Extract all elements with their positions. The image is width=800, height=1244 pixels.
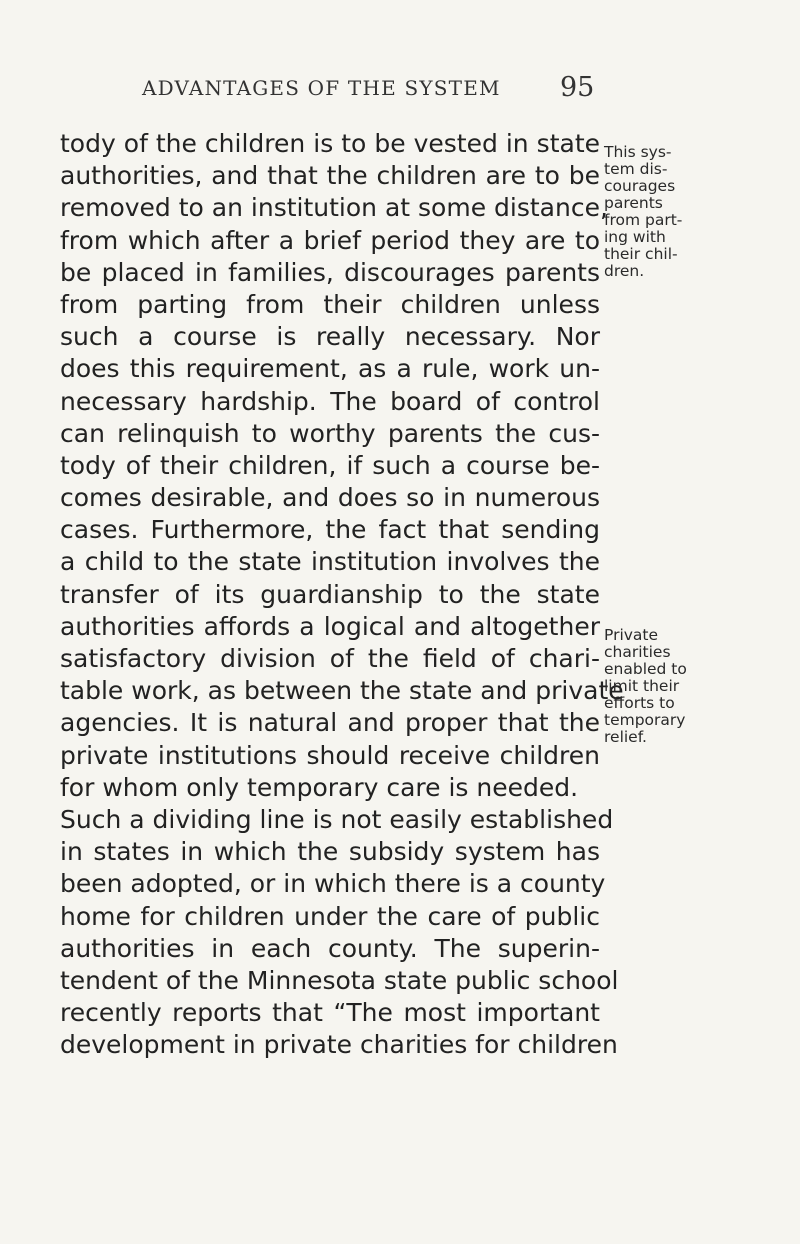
margin-note-line: Private — [604, 626, 659, 644]
body-line: agencies. It is natural and proper that the — [60, 708, 600, 738]
body-line: satisfactory division of the field of chari- — [60, 644, 600, 673]
body-line: for whom only temporary care is needed. — [60, 772, 579, 802]
body-line: private institutions should receive children — [60, 740, 600, 770]
margin-note-line: relief. — [604, 728, 647, 746]
margin-note-parents — [604, 144, 719, 280]
margin-note-line: enabled to — [604, 660, 687, 678]
margin-note-line: temporary — [604, 711, 686, 729]
body-line: removed to an institution at some distance, — [60, 193, 608, 223]
body-line: from which after a brief period they are to — [60, 225, 600, 255]
body-line: tody of their children, if such a course be- — [60, 450, 600, 480]
margin-note-line: from part- — [604, 211, 683, 229]
margin-note-line: limit their — [604, 677, 680, 695]
body-line: be placed in families, discourages parents — [60, 257, 600, 287]
body-line: comes desirable, and does so in numerous — [60, 483, 600, 513]
margin-note-line: charities — [604, 643, 671, 661]
body-line: authorities, and that the children are to be — [60, 161, 600, 191]
margin-note-line: parents — [604, 194, 663, 212]
body-text — [60, 128, 624, 1061]
margin-note-line: their chil- — [604, 245, 678, 263]
margin-note-line: This sys- — [604, 143, 672, 161]
margin-note-line: ing with — [604, 228, 666, 246]
body-line: necessary hardship. The board of control — [60, 386, 600, 416]
body-line: home for children under the care of public — [60, 901, 600, 931]
body-line: can relinquish to worthy parents the cus- — [60, 418, 600, 448]
body-line: does this requirement, as a rule, work un- — [60, 354, 600, 384]
body-line: tendent of the Minnesota state public school — [60, 965, 619, 995]
margin-note-private-charities — [604, 627, 719, 746]
body-line: recently reports that “The most important — [60, 998, 600, 1028]
body-line: development in private charities for children — [60, 1030, 618, 1060]
margin-note-line: dren. — [604, 262, 645, 280]
body-line: from parting from their children unless — [60, 289, 600, 319]
body-line: in states in which the subsidy system has — [60, 837, 600, 867]
body-line: tody of the children is to be vested in state — [60, 129, 600, 158]
body-line: authorities affords a logical and altogether — [60, 611, 600, 641]
body-line: Such a dividing line is not easily established — [60, 804, 614, 834]
margin-note-line: courages — [604, 177, 676, 195]
page-number: 95 — [560, 72, 595, 103]
body-line: cases. Furthermore, the fact that sending — [60, 515, 600, 545]
body-line: table work, as between the state and private — [60, 676, 624, 706]
body-line: authorities in each county. The superin- — [60, 933, 600, 963]
body-line: a child to the state institution involves the — [60, 547, 600, 577]
page-header — [0, 74, 800, 106]
body-line: such a course is really necessary. Nor — [60, 322, 600, 352]
body-line: transfer of its guardianship to the state — [60, 579, 600, 609]
margin-note-line: efforts to — [604, 694, 675, 712]
margin-note-line: tem dis- — [604, 160, 668, 178]
body-line: been adopted, or in which there is a county — [60, 869, 606, 899]
running-head: ADVANTAGES OF THE SYSTEM — [142, 76, 501, 100]
